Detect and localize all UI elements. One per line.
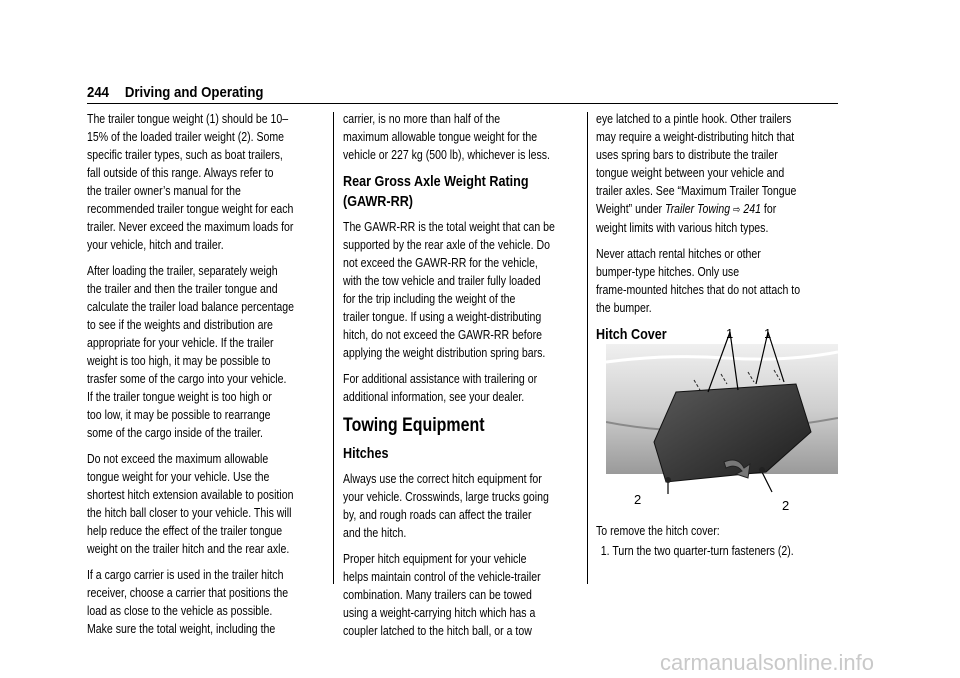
header-rule xyxy=(87,103,838,104)
text-line: trailer axles. See “Maximum Trailer Tongue xyxy=(596,183,797,198)
text-fragment: Weight” under xyxy=(596,201,663,216)
heading-gawr-line2: (GAWR-RR) xyxy=(343,193,413,210)
text-line: with the tow vehicle and trailer fully loaded xyxy=(343,273,541,288)
paragraph-max-tongue xyxy=(87,450,337,558)
text-line: To remove the hitch cover: xyxy=(596,523,720,538)
paragraph-dealer xyxy=(343,370,593,406)
paragraph-proper-hitch xyxy=(343,550,593,640)
text-line: Do not exceed the maximum allowable xyxy=(87,451,269,466)
text-line: 15% of the loaded trailer weight (2). Some xyxy=(87,129,285,144)
text-line: help reduce the effect of the trailer tongue xyxy=(87,523,283,538)
page-number: 244 xyxy=(87,84,110,101)
heading-towing-equipment: Towing Equipment xyxy=(343,415,485,436)
paragraph-after-loading xyxy=(87,262,337,442)
paragraph-carrier xyxy=(343,110,593,164)
text-line xyxy=(596,200,796,219)
text-line: not exceed the GAWR-RR for the vehicle, xyxy=(343,255,538,270)
text-line: using a weight-carrying hitch which has a xyxy=(343,605,536,620)
text-line: eye latched to a pintle hook. Other trailers xyxy=(596,111,792,126)
text-line: appropriate for your vehicle. If the trailer xyxy=(87,335,274,350)
heading-hitch-cover: Hitch Cover xyxy=(596,326,667,343)
heading-gawr-line1: Rear Gross Axle Weight Rating xyxy=(343,173,529,190)
text-line: applying the weight distribution spring bars. xyxy=(343,345,546,360)
hitch-cover-drawing xyxy=(606,322,838,514)
column-3 xyxy=(596,110,846,351)
removal-instructions xyxy=(596,522,846,560)
paragraph-tongue-weight xyxy=(87,110,337,254)
text-line: helps maintain control of the vehicle-trailer xyxy=(343,569,541,584)
text-line: tongue weight for your vehicle. Use the xyxy=(87,469,270,484)
text-line: Proper hitch equipment for your vehicle xyxy=(343,551,527,566)
text-line: frame-mounted hitches that do not attach to xyxy=(596,282,801,297)
text-line: shortest hitch extension available to position xyxy=(87,487,294,502)
text-line: for the trip including the weight of the xyxy=(343,291,516,306)
text-line: weight limits with various hitch types. xyxy=(596,220,769,235)
text-line: supported by the rear axle of the vehicle. Do xyxy=(343,237,551,252)
paragraph-cargo-carrier xyxy=(87,566,337,638)
text-line: maximum allowable tongue weight for the xyxy=(343,129,538,144)
hitch-cover-illustration xyxy=(606,322,838,514)
text-fragment: for xyxy=(760,201,777,216)
text-line: Make sure the total weight, including the xyxy=(87,621,276,636)
text-line: vehicle or 227 kg (500 lb), whichever is less. xyxy=(343,147,550,162)
paragraph-hitch-equipment xyxy=(343,470,593,542)
text-line: recommended trailer tongue weight for each xyxy=(87,201,294,216)
text-line: combination. Many trailers can be towed xyxy=(343,587,532,602)
text-line: the trailer owner’s manual for the xyxy=(87,183,241,198)
text-line: calculate the trailer load balance percentage xyxy=(87,299,295,314)
text-line: Never attach rental hitches or other xyxy=(596,246,761,261)
paragraph-pintle xyxy=(596,110,846,237)
text-line: After loading the trailer, separately weigh xyxy=(87,263,278,278)
column-2 xyxy=(343,110,593,648)
text-line: load as close to the vehicle as possible. xyxy=(87,603,273,618)
text-line: coupler latched to the hitch ball, or a tow xyxy=(343,623,532,638)
text-line: may require a weight-distributing hitch that xyxy=(596,129,795,144)
text-line: the hitch ball closer to your vehicle. This will xyxy=(87,505,292,520)
text-line: trailer. Never exceed the maximum loads for xyxy=(87,219,294,234)
text-line: If a cargo carrier is used in the trailer hitch xyxy=(87,567,284,582)
text-line: some of the cargo inside of the trailer. xyxy=(87,425,263,440)
text-line: fall outside of this range. Always refer to xyxy=(87,165,274,180)
callout-label-2a: 2 xyxy=(634,492,642,507)
text-line: The GAWR-RR is the total weight that can be xyxy=(343,219,555,234)
page-header xyxy=(87,84,279,101)
text-line: weight is too high, it may be possible to xyxy=(87,353,271,368)
text-line: additional information, see your dealer. xyxy=(343,389,525,404)
paragraph-rental-hitches xyxy=(596,245,846,317)
text-line: The trailer tongue weight (1) should be 10– xyxy=(87,111,289,126)
text-line: your vehicle, hitch and trailer. xyxy=(87,237,224,252)
text-line: If the trailer tongue weight is too high or xyxy=(87,389,272,404)
text-line: by, and rough roads can affect the trailer xyxy=(343,507,532,522)
page-ref-number[interactable]: 241 xyxy=(743,201,761,216)
cross-reference-link[interactable]: Trailer Towing xyxy=(665,201,731,216)
callout-label-2b: 2 xyxy=(782,498,790,513)
text-line: your vehicle. Crosswinds, large trucks going xyxy=(343,489,549,504)
watermark: carmanualsonline.info xyxy=(660,650,875,675)
callout-label-1a: 1 xyxy=(726,326,734,341)
text-line: the bumper. xyxy=(596,300,652,315)
text-line: to see if the weights and distribution are xyxy=(87,317,273,332)
paragraph-gawr xyxy=(343,218,593,362)
text-line: receiver, choose a carrier that positions the xyxy=(87,585,289,600)
section-title: Driving and Operating xyxy=(124,84,264,101)
text-line: uses spring bars to distribute the trailer xyxy=(596,147,778,162)
text-line: tongue weight between your vehicle and xyxy=(596,165,785,180)
text-line: carrier, is no more than half of the xyxy=(343,111,501,126)
text-line: hitch, do not exceed the GAWR-RR before xyxy=(343,327,542,342)
text-line: trasfer some of the cargo into your vehicle. xyxy=(87,371,287,386)
text-line: too low, it may be possible to rearrange xyxy=(87,407,271,422)
text-line: specific trailer types, such as boat trailers, xyxy=(87,147,283,162)
page-ref-arrow-icon: ⇨ xyxy=(733,203,741,216)
text-line: For additional assistance with trailering or xyxy=(343,371,538,386)
text-line: the trailer and then the trailer tongue and xyxy=(87,281,278,296)
step-1: 1. Turn the two quarter-turn fasteners (2). xyxy=(600,543,794,558)
text-line: Always use the correct hitch equipment for xyxy=(343,471,542,486)
column-1 xyxy=(87,110,337,646)
text-line: and the hitch. xyxy=(343,525,407,540)
text-line: trailer tongue. If using a weight-distributing xyxy=(343,309,542,324)
callout-label-1b: 1 xyxy=(764,326,772,341)
text-line: bumper-type hitches. Only use xyxy=(596,264,740,279)
text-line: weight on the trailer hitch and the rear axle. xyxy=(87,541,290,556)
heading-hitches: Hitches xyxy=(343,445,389,462)
